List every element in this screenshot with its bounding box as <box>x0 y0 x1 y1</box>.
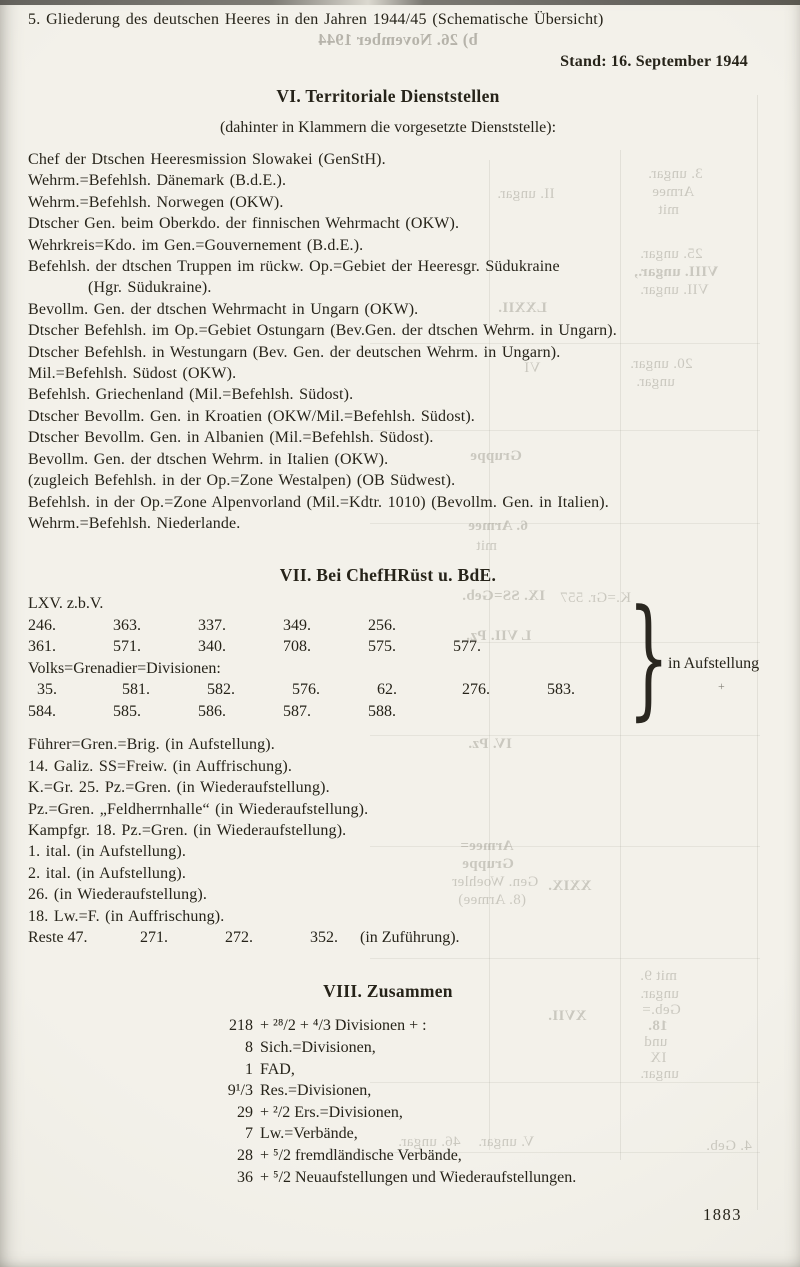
division-number: 349. <box>283 616 311 634</box>
bleedthrough-fragment: und <box>644 1034 668 1050</box>
territorial-entries-list <box>28 149 748 534</box>
entry-line: Dtscher Gen. beim Oberkdo. der finnischen Wehrmacht (OKW). <box>28 215 460 233</box>
bleedthrough-fragment: Gruppe <box>462 856 514 872</box>
entry-line: Befehlsh. Griechenland (Mil.=Befehlsh. Südost). <box>28 386 354 404</box>
bleedthrough-fragment: VIII. ungar., <box>634 264 719 280</box>
bleedthrough-fragment: IX. SS=Geb. <box>462 588 546 604</box>
bleedthrough-fragment: 25. ungar. <box>640 246 703 262</box>
bleedthrough-fragment: Armee <box>652 184 695 200</box>
section-vi-subheading: (dahinter in Klammern die vorgesetzte Dienststelle): <box>219 119 557 136</box>
entry-line: Mil.=Befehlsh. Südost (OKW). <box>28 365 237 383</box>
bleedthrough-fragment: XXIX. <box>548 878 592 894</box>
entry-line: Wehrm.=Befehlsh. Norwegen (OKW). <box>28 193 284 211</box>
division-number <box>538 636 623 658</box>
summary-text: Lw.=Verbände, <box>260 1125 358 1143</box>
bleedthrough-fragment: K.=Gr. 557 <box>560 590 632 606</box>
bleedthrough-fragment: 18. <box>648 1018 668 1034</box>
division-number <box>453 615 538 637</box>
division-number: 337. <box>198 616 226 634</box>
unit-status-list <box>28 734 748 948</box>
summary-qty: 1 <box>245 1060 253 1078</box>
entry-line: Befehlsh. der dtschen Truppen im rückw. Op.=Gebiet der Heeresgr. Südukraine <box>28 258 560 276</box>
entry-line: Befehlsh. in der Op.=Zone Alpenvorland (Mil.=Kdtr. 1010) (Bevollm. Gen. in Italien). <box>28 493 609 511</box>
entry-line: Wehrkreis=Kdo. im Gen.=Gouvernement (B.d.E.). <box>28 236 364 254</box>
summary-qty: 7 <box>245 1125 253 1143</box>
summary-text: + ⁵/2 Neuaufstellungen und Wiederaufstellungen. <box>260 1168 577 1186</box>
division-number: 571. <box>113 638 141 656</box>
division-number <box>538 615 623 637</box>
section-vii-heading: VII. Bei ChefHRüst u. BdE. <box>279 565 497 586</box>
summary-qty: 28 <box>237 1147 253 1165</box>
entry-line: Dtscher Befehlsh. in Westungarn (Bev. Gen. der deutschen Wehrm. in Ungarn). <box>28 343 561 361</box>
bleedthrough-fragment: II. ungar. <box>497 186 555 202</box>
bleedthrough-fragment: V. ungar. <box>478 1134 535 1150</box>
reste-number: 271. <box>140 928 168 946</box>
bleedthrough-fragment: LXXII. <box>498 300 547 316</box>
entry-line: Chef der Dtschen Heeresmission Slowakei (GenStH). <box>28 151 386 168</box>
division-number: 577. <box>453 638 481 656</box>
division-number: 586. <box>198 702 226 720</box>
bleedthrough-fragment: (8. Armee) <box>458 892 526 908</box>
unit-status-entry: K.=Gr. 25. Pz.=Gren. (in Wiederaufstellung). <box>28 779 330 797</box>
entry-line: Dtscher Bevollm. Gen. in Kroatien (OKW/Mil.=Befehlsh. Südost). <box>28 407 475 425</box>
summary-line <box>215 1015 748 1037</box>
bleedthrough-fragment: mit <box>658 202 679 218</box>
division-number: 340. <box>198 638 226 656</box>
summary-text: + ⁵/2 fremdländische Verbände, <box>260 1147 462 1165</box>
bleedthrough-fragment: VI <box>524 360 541 376</box>
division-number: 276. <box>462 681 490 699</box>
unit-status-entry: 26. (in Wiederaufstellung). <box>28 886 207 904</box>
summary-text: Res.=Divisionen, <box>260 1082 372 1100</box>
summary-text: + ²/2 Ers.=Divisionen, <box>260 1103 403 1121</box>
unit-status-entry: 14. Galiz. SS=Freiw. (in Auffrischung). <box>28 757 293 775</box>
division-number: 256. <box>368 616 396 634</box>
bleedthrough-fragment: VII. ungar. <box>640 282 709 298</box>
division-number <box>453 701 538 723</box>
summary-qty: 218 <box>229 1017 253 1035</box>
division-number: 576. <box>292 681 320 699</box>
bleedthrough-fragment: ungar. <box>640 986 679 1002</box>
bleedthrough-fragment: 46. ungar. <box>398 1134 461 1150</box>
division-number: 246. <box>28 616 56 634</box>
summary-qty: 36 <box>237 1168 253 1186</box>
lxv-line: LXV. z.b.V. <box>28 595 104 613</box>
reste-label: Reste 47. <box>28 928 88 946</box>
bleedthrough-fragment: 20. ungar. <box>630 356 693 372</box>
summary-line <box>215 1102 748 1124</box>
pen-mark: + <box>718 679 725 694</box>
date-line: Stand: 16. September 1944 <box>560 53 748 70</box>
entry-line-continuation: (Hgr. Südukraine). <box>88 279 212 297</box>
summary-line <box>215 1167 748 1189</box>
bleedthrough-fragment: ungar. <box>640 1066 679 1082</box>
bleedthrough-fragment: Gen. Woehler <box>452 874 539 890</box>
bleedthrough-fragment: b) 26. November 1944 <box>318 30 478 49</box>
entry-line: Wehrm.=Befehlsh. Dänemark (B.d.E.). <box>28 172 287 190</box>
division-numbers-block <box>28 581 760 734</box>
entry-line: Bevollm. Gen. der dtschen Wehrm. in Italien (OKW). <box>28 450 389 468</box>
entry-line: Wehrm.=Befehlsh. Niederlande. <box>28 514 241 532</box>
summary-line <box>215 1059 748 1081</box>
entry-line: Bevollm. Gen. der dtschen Wehrmacht in Ungarn (OKW). <box>28 300 419 318</box>
bleedthrough-fragment: mit <box>476 538 497 554</box>
entry-line: Dtscher Bevollm. Gen. in Albanien (Mil.=Befehlsh. Südost). <box>28 429 434 447</box>
unit-status-entry: Pz.=Gren. „Feldherrnhalle“ (in Wiederaufstellung). <box>28 800 369 818</box>
division-number: 584. <box>28 702 56 720</box>
reste-number: 272. <box>225 928 253 946</box>
section-viii-heading: VIII. Zusammen <box>323 981 453 1002</box>
division-number <box>538 701 623 723</box>
unit-status-entry: 1. ital. (in Aufstellung). <box>28 843 187 861</box>
summary-line <box>215 1145 748 1167</box>
scan-edge-top <box>0 0 800 5</box>
bleedthrough-fragment: XVII. <box>548 1008 587 1024</box>
bleedthrough-fragment: Armee= <box>460 838 514 854</box>
summary-line <box>215 1080 748 1102</box>
division-number: 575. <box>368 638 396 656</box>
unit-status-entry: Kampfgr. 18. Pz.=Gren. (in Wiederaufstellung). <box>28 821 347 839</box>
summary-line <box>215 1037 748 1059</box>
section-vi-heading: VI. Territoriale Dienststellen <box>276 86 500 106</box>
summary-text: + ²⁸/2 + ⁴/3 Divisionen + : <box>260 1017 427 1035</box>
reste-note: (in Zuführung). <box>360 928 460 946</box>
reste-number: 352. <box>310 928 338 946</box>
doc-title: 5. Gliederung des deutschen Heeres in den Jahren 1944/45 (Schematische Übersicht) <box>28 11 604 28</box>
bleedthrough-fragment: mit 9. <box>640 968 677 984</box>
reste-line <box>28 927 748 949</box>
bleedthrough-fragment: ungar. <box>636 374 675 390</box>
entry-line: (zugleich Befehlsh. in der Op.=Zone Westalpen) (OB Südwest). <box>28 472 456 490</box>
summary-text: FAD, <box>260 1060 295 1078</box>
summary-qty: 8 <box>245 1039 253 1057</box>
summary-block <box>215 1015 748 1188</box>
bleedthrough-fragment: 3. ungar. <box>648 166 703 182</box>
division-number: 583. <box>547 681 575 699</box>
bleedthrough-fragment: 6. Armee <box>468 518 528 534</box>
unit-status-entry: Führer=Gren.=Brig. (in Aufstellung). <box>28 736 275 754</box>
brace: } <box>628 581 670 734</box>
division-number: 581. <box>122 681 150 699</box>
page-number: 1883 <box>703 1205 742 1224</box>
division-number: 587. <box>283 702 311 720</box>
summary-line <box>215 1123 748 1145</box>
division-number: 361. <box>28 638 56 656</box>
division-number: 588. <box>368 702 396 720</box>
summary-qty: 9¹/3 <box>227 1082 253 1100</box>
bleedthrough-fragment: IX <box>650 1050 667 1066</box>
entry-line: Dtscher Befehlsh. im Op.=Gebiet Ostungarn (Bev.Gen. der dtschen Wehrm. in Ungarn). <box>28 322 617 340</box>
bleedthrough-fragment: IV. Pz. <box>468 736 512 752</box>
division-number: 35. <box>37 681 57 699</box>
volks-grenadier-label: Volks=Grenadier=Divisionen: <box>28 659 221 677</box>
bleedthrough-fragment: L VII. Pz. <box>466 628 532 644</box>
bleedthrough-fragment: Geb.= <box>642 1002 681 1018</box>
division-number: 585. <box>113 702 141 720</box>
bleedthrough-fragment: 4. Geb. <box>706 1138 752 1154</box>
unit-status-entry: 2. ital. (in Aufstellung). <box>28 864 187 882</box>
unit-status-entry: 18. Lw.=F. (in Auffrischung). <box>28 907 225 925</box>
bleedthrough-fragment: Gruppe <box>470 448 522 464</box>
summary-qty: 29 <box>237 1103 253 1121</box>
division-number: 582. <box>207 681 235 699</box>
in-aufstellung-label: in Aufstellung <box>668 655 760 673</box>
division-number: 363. <box>113 616 141 634</box>
summary-text: Sich.=Divisionen, <box>260 1039 376 1057</box>
division-number: 62. <box>377 681 397 699</box>
division-number: 708. <box>283 638 311 656</box>
